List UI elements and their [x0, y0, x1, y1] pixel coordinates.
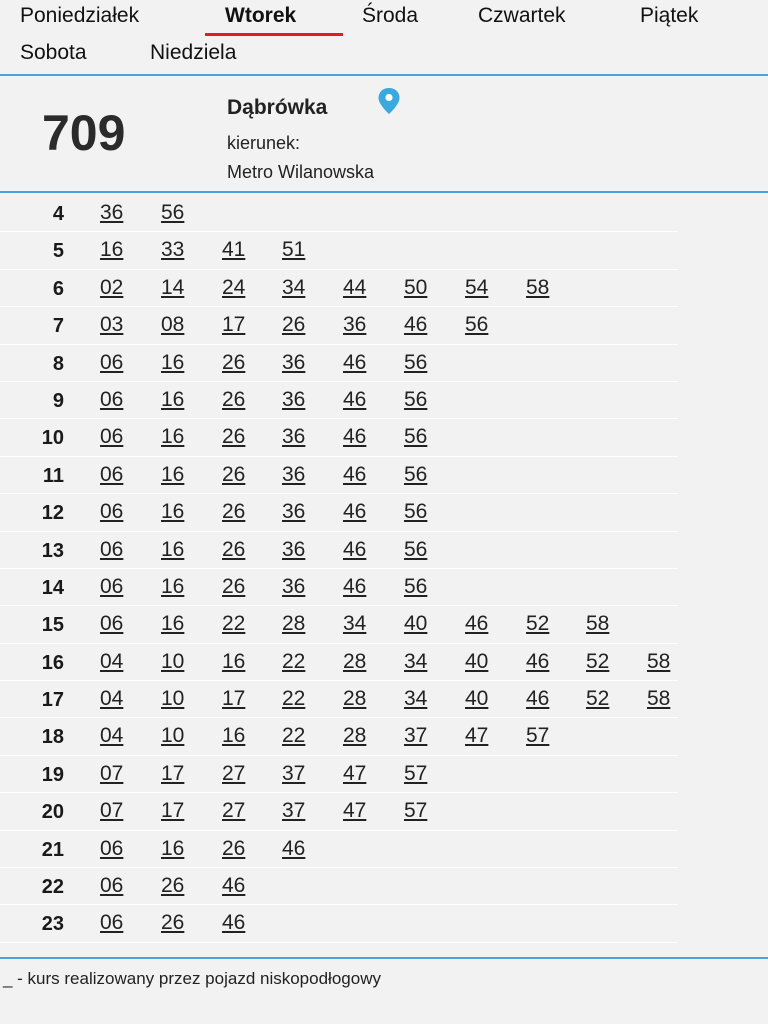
- hour-label: 10: [41, 427, 64, 450]
- tab-thursday[interactable]: Czwartek: [478, 4, 566, 27]
- departure-minute[interactable]: 56: [404, 462, 428, 486]
- departure-minute[interactable]: 06: [100, 911, 124, 935]
- departure-minute[interactable]: 04: [100, 649, 124, 673]
- departure-minute[interactable]: 17: [222, 313, 246, 337]
- low-floor-legend: _ - kurs realizowany przez pojazd niskopodłogowy: [3, 969, 381, 988]
- departure-minute[interactable]: 17: [161, 799, 185, 823]
- hour-label: 17: [41, 689, 64, 712]
- departure-minute[interactable]: 26: [161, 874, 185, 898]
- departure-minute[interactable]: 36: [282, 462, 306, 486]
- departure-minute[interactable]: 46: [343, 462, 367, 486]
- departure-minute[interactable]: 06: [100, 500, 124, 524]
- departure-minute[interactable]: 26: [161, 911, 185, 935]
- departure-minute[interactable]: 36: [100, 201, 124, 224]
- line-header: [0, 77, 768, 191]
- departure-minute[interactable]: 16: [222, 649, 246, 673]
- timetable-row: [0, 457, 768, 494]
- timetable-row: [0, 569, 768, 606]
- departure-minute[interactable]: 36: [282, 387, 306, 411]
- day-tabs: [0, 0, 768, 74]
- departure-minute[interactable]: 56: [404, 350, 428, 374]
- timetable-row: [0, 606, 768, 643]
- departure-minute[interactable]: 26: [222, 537, 246, 561]
- departure-minute[interactable]: 58: [586, 612, 610, 636]
- direction-destination: Metro Wilanowska: [227, 162, 375, 182]
- departure-minute[interactable]: 06: [100, 425, 124, 449]
- departure-minute[interactable]: 28: [343, 649, 367, 673]
- departure-minute[interactable]: 47: [343, 761, 367, 785]
- hour-label: 8: [52, 352, 64, 375]
- departure-minute[interactable]: 16: [100, 238, 124, 262]
- departure-minute[interactable]: 57: [404, 761, 428, 785]
- timetable-row: [0, 270, 768, 307]
- departure-minute[interactable]: 56: [404, 537, 428, 561]
- departure-minute[interactable]: 16: [161, 387, 185, 411]
- departure-minute[interactable]: 16: [222, 724, 246, 748]
- hour-label: 16: [41, 651, 64, 674]
- departure-minute[interactable]: 37: [282, 799, 306, 823]
- departure-minute[interactable]: 08: [161, 313, 185, 337]
- departure-minute[interactable]: 47: [343, 799, 367, 823]
- departure-minute[interactable]: 06: [100, 462, 124, 486]
- departure-minute[interactable]: 56: [404, 574, 428, 598]
- departure-minute[interactable]: 50: [404, 275, 428, 299]
- departure-minute[interactable]: 34: [343, 612, 367, 636]
- departure-minute[interactable]: 07: [100, 799, 124, 823]
- departure-minute[interactable]: 46: [343, 387, 367, 411]
- departure-minute[interactable]: 16: [161, 500, 185, 524]
- departure-minute[interactable]: 17: [222, 687, 246, 711]
- departure-minute[interactable]: 34: [404, 687, 428, 711]
- hour-label: 12: [41, 502, 64, 525]
- timetable-row: [0, 756, 768, 793]
- hour-label: 14: [41, 576, 64, 599]
- timetable-row: [0, 232, 768, 269]
- departure-minute[interactable]: 17: [161, 761, 185, 785]
- hour-label: 15: [41, 614, 64, 637]
- departure-minute[interactable]: 16: [161, 350, 185, 374]
- departure-minute[interactable]: 06: [100, 612, 124, 636]
- departure-minute[interactable]: 26: [222, 350, 246, 374]
- timetable-row: [0, 831, 768, 868]
- departure-minute[interactable]: 46: [526, 687, 550, 711]
- hour-label: 13: [41, 539, 64, 562]
- departure-minute[interactable]: 56: [161, 201, 185, 224]
- departure-minute[interactable]: 36: [282, 350, 306, 374]
- line-number: 709: [42, 105, 126, 161]
- departure-minute[interactable]: 07: [100, 761, 124, 785]
- departure-minute[interactable]: 46: [343, 500, 367, 524]
- departure-minute[interactable]: 44: [343, 275, 367, 299]
- departure-minute[interactable]: 16: [161, 462, 185, 486]
- departure-minute[interactable]: 33: [161, 238, 185, 262]
- departure-minute[interactable]: 40: [465, 687, 489, 711]
- departure-minute[interactable]: 06: [100, 874, 124, 898]
- departure-minute[interactable]: 36: [282, 500, 306, 524]
- timetable-row: [0, 382, 768, 419]
- departure-minute[interactable]: 04: [100, 687, 124, 711]
- departure-minute[interactable]: 46: [404, 313, 428, 337]
- departure-minute[interactable]: 56: [465, 313, 489, 337]
- departure-minute[interactable]: 34: [404, 649, 428, 673]
- departure-minute[interactable]: 06: [100, 387, 124, 411]
- departure-minute[interactable]: 26: [222, 387, 246, 411]
- departure-minute[interactable]: 22: [282, 724, 306, 748]
- timetable-bottom-divider: [0, 957, 768, 959]
- departure-minute[interactable]: 04: [100, 724, 124, 748]
- timetable-row: [0, 681, 768, 718]
- timetable-row: [0, 793, 768, 830]
- timetable-row: [0, 195, 768, 232]
- departure-minute[interactable]: 46: [465, 612, 489, 636]
- departure-minute[interactable]: 36: [282, 574, 306, 598]
- tab-wednesday[interactable]: Środa: [362, 4, 419, 27]
- tab-sunday[interactable]: Niedziela: [150, 41, 237, 64]
- direction-label: kierunek:: [227, 133, 301, 153]
- departure-minute[interactable]: 03: [100, 313, 124, 337]
- stop-name: Dąbrówka: [227, 96, 328, 119]
- departure-minute[interactable]: 36: [282, 537, 306, 561]
- departure-minute[interactable]: 54: [465, 275, 489, 299]
- departure-minute[interactable]: 10: [161, 687, 185, 711]
- hour-label: 11: [42, 464, 64, 487]
- timetable-row: [0, 494, 768, 531]
- departure-minute[interactable]: 24: [222, 275, 246, 299]
- departure-minute[interactable]: 57: [526, 724, 550, 748]
- departure-minute[interactable]: 52: [586, 687, 610, 711]
- departure-minute[interactable]: 16: [161, 612, 185, 636]
- departure-minute[interactable]: 58: [526, 275, 550, 299]
- departure-minute[interactable]: 58: [647, 649, 671, 673]
- header-bottom-divider: [0, 191, 768, 193]
- departure-minute[interactable]: 40: [465, 649, 489, 673]
- departure-minute[interactable]: 57: [404, 799, 428, 823]
- departure-minute[interactable]: 46: [343, 574, 367, 598]
- timetable-row: [0, 532, 768, 569]
- tab-saturday[interactable]: Sobota: [20, 41, 87, 64]
- hour-label: 9: [52, 389, 64, 412]
- departure-minute[interactable]: 28: [282, 612, 306, 636]
- departure-minute[interactable]: 37: [404, 724, 428, 748]
- timetable-row: [0, 307, 768, 344]
- departure-minute[interactable]: 52: [526, 612, 550, 636]
- departure-minute[interactable]: 41: [222, 238, 246, 262]
- departure-minute[interactable]: 14: [161, 275, 185, 299]
- departure-minute[interactable]: 16: [161, 425, 185, 449]
- departure-minute[interactable]: 36: [282, 425, 306, 449]
- hour-label: 5: [52, 240, 64, 263]
- tab-tuesday[interactable]: Wtorek: [225, 4, 297, 27]
- departure-minute[interactable]: 16: [161, 537, 185, 561]
- departure-minute[interactable]: 22: [282, 649, 306, 673]
- departure-minute[interactable]: 47: [465, 724, 489, 748]
- departure-minute[interactable]: 36: [343, 313, 367, 337]
- departure-minute[interactable]: 40: [404, 612, 428, 636]
- tab-friday[interactable]: Piątek: [640, 4, 699, 27]
- departure-minute[interactable]: 37: [282, 761, 306, 785]
- departure-minute[interactable]: 46: [343, 425, 367, 449]
- departure-minute[interactable]: 46: [222, 911, 246, 935]
- departure-minute[interactable]: 34: [282, 275, 306, 299]
- timetable-row: [0, 419, 768, 456]
- departure-minute[interactable]: 56: [404, 425, 428, 449]
- departure-minute[interactable]: 26: [222, 574, 246, 598]
- active-tab-indicator: [205, 33, 343, 36]
- departure-minute[interactable]: 52: [586, 649, 610, 673]
- departure-minute[interactable]: 46: [282, 836, 306, 860]
- departure-minute[interactable]: 06: [100, 350, 124, 374]
- departure-minute[interactable]: 46: [526, 649, 550, 673]
- hour-label: 7: [52, 315, 64, 338]
- hour-label: 20: [41, 801, 64, 824]
- timetable-row: [0, 905, 768, 942]
- departure-minute[interactable]: 26: [222, 836, 246, 860]
- departure-minute[interactable]: 28: [343, 724, 367, 748]
- departure-minute[interactable]: 06: [100, 537, 124, 561]
- departure-minute[interactable]: 06: [100, 836, 124, 860]
- departure-minute[interactable]: 06: [100, 574, 124, 598]
- departure-minute[interactable]: 26: [222, 462, 246, 486]
- departure-minute[interactable]: 46: [222, 874, 246, 898]
- hour-label: 4: [52, 203, 64, 225]
- departure-minute[interactable]: 22: [282, 687, 306, 711]
- departure-minute[interactable]: 10: [161, 724, 185, 748]
- departure-minute[interactable]: 46: [343, 537, 367, 561]
- timetable-row: [0, 718, 768, 755]
- hour-label: 18: [41, 726, 64, 749]
- departure-minute[interactable]: 28: [343, 687, 367, 711]
- hour-label: 21: [41, 838, 64, 861]
- map-pin-icon[interactable]: [376, 87, 402, 115]
- departure-minute[interactable]: 56: [404, 500, 428, 524]
- departure-minute[interactable]: 27: [222, 799, 246, 823]
- departure-minute[interactable]: 56: [404, 387, 428, 411]
- tab-monday[interactable]: Poniedziałek: [20, 4, 140, 27]
- departure-minute[interactable]: 16: [161, 836, 185, 860]
- departure-minute[interactable]: 58: [647, 687, 671, 711]
- departure-timetable: [0, 195, 768, 943]
- hour-label: 6: [52, 277, 64, 300]
- departure-minute[interactable]: 10: [161, 649, 185, 673]
- departure-minute[interactable]: 22: [222, 612, 246, 636]
- departure-minute[interactable]: 26: [282, 313, 306, 337]
- departure-minute[interactable]: 46: [343, 350, 367, 374]
- timetable-row: [0, 345, 768, 382]
- hour-label: 22: [41, 876, 64, 899]
- timetable-row: [0, 644, 768, 681]
- departure-minute[interactable]: 26: [222, 500, 246, 524]
- departure-minute[interactable]: 51: [282, 238, 306, 262]
- hour-label: 23: [41, 913, 64, 936]
- hour-label: 19: [41, 763, 64, 786]
- timetable-row: [0, 868, 768, 905]
- departure-minute[interactable]: 26: [222, 425, 246, 449]
- departure-minute[interactable]: 02: [100, 275, 124, 299]
- departure-minute[interactable]: 16: [161, 574, 185, 598]
- header-top-divider: [0, 74, 768, 76]
- departure-minute[interactable]: 27: [222, 761, 246, 785]
